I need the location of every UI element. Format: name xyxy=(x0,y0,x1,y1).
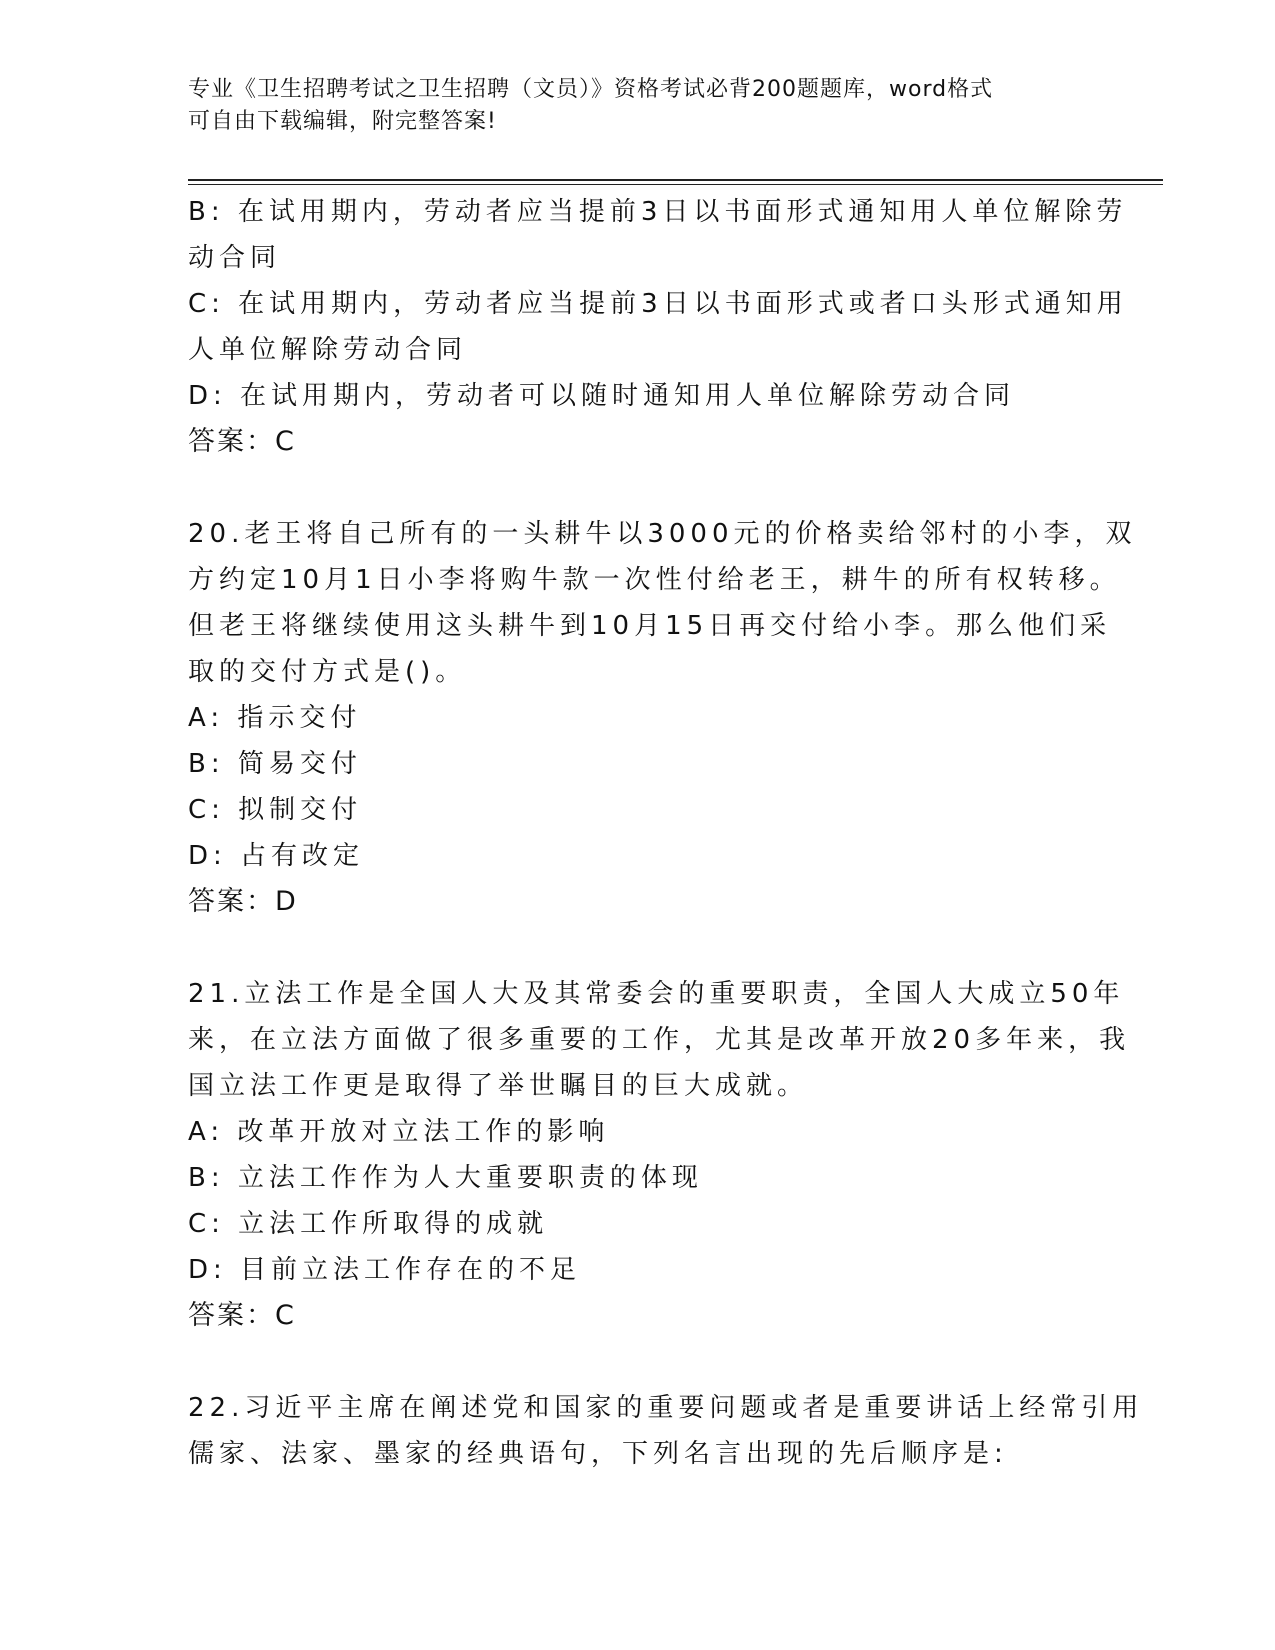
question-stem-line-1: 22.习近平主席在阐述党和国家的重要问题或者是重要讲话上经常引用 xyxy=(188,1393,1144,1423)
header-divider-thin xyxy=(188,184,1163,185)
spacer xyxy=(188,465,1078,511)
question-stem-line-1: 20.老王将自己所有的一头耕牛以3000元的价格卖给邻村的小李，双 xyxy=(188,519,1137,549)
option-b-line-2: 动合同 xyxy=(188,243,282,273)
document-header xyxy=(188,74,1088,138)
question-stem-line-3: 但老王将继续使用这头耕牛到10月15日再交付给小李。那么他们采 xyxy=(188,611,1112,641)
option-a: A: 改革开放对立法工作的影响 xyxy=(188,1117,610,1147)
option-c: C: 拟制交付 xyxy=(188,795,363,825)
header-title-line-1: 专业《卫生招聘考试之卫生招聘（文员）》资格考试必背200题题库，word格式 xyxy=(188,77,994,102)
header-title-line-2: 可自由下载编辑，附完整答案! xyxy=(188,109,497,134)
question-stem-line-1: 21.立法工作是全国人大及其常委会的重要职责，全国人大成立50年 xyxy=(188,979,1125,1009)
option-b: B: 立法工作作为人大重要职责的体现 xyxy=(188,1163,703,1193)
question-stem-line-4: 取的交付方式是()。 xyxy=(188,657,467,687)
question-stem-line-2: 儒家、法家、墨家的经典语句，下列名言出现的先后顺序是: xyxy=(188,1439,1008,1469)
question-20 xyxy=(188,511,1137,925)
option-b-line-1: B: 在试用期内，劳动者应当提前3日以书面形式通知用人单位解除劳 xyxy=(188,197,1128,227)
option-d: D: 占有改定 xyxy=(188,841,365,871)
spacer xyxy=(188,925,1078,971)
option-d: D: 目前立法工作存在的不足 xyxy=(188,1255,582,1285)
question-stem-line-2: 方约定10月1日小李将购牛款一次性付给老王，耕牛的所有权转移。 xyxy=(188,565,1121,595)
answer-line: 答案：C xyxy=(188,1300,296,1331)
question-stem-line-3: 国立法工作更是取得了举世瞩目的巨大成就。 xyxy=(188,1071,809,1101)
spacer xyxy=(188,1339,1078,1385)
answer-line: 答案：D xyxy=(188,886,298,917)
option-a: A: 指示交付 xyxy=(188,703,362,733)
option-c-line-2: 人单位解除劳动合同 xyxy=(188,335,468,365)
option-b: B: 简易交付 xyxy=(188,749,362,779)
question-19-fragment xyxy=(188,189,1128,465)
header-divider-thick xyxy=(188,179,1163,181)
question-22 xyxy=(188,1385,1144,1477)
option-c: C: 立法工作所取得的成就 xyxy=(188,1209,549,1239)
option-c-line-1: C: 在试用期内，劳动者应当提前3日以书面形式或者口头形式通知用 xyxy=(188,289,1128,319)
document-body xyxy=(188,189,1144,1477)
option-d: D: 在试用期内，劳动者可以随时通知用人单位解除劳动合同 xyxy=(188,381,1016,411)
question-21 xyxy=(188,971,1131,1339)
answer-line: 答案：C xyxy=(188,426,296,457)
question-stem-line-2: 来，在立法方面做了很多重要的工作，尤其是改革开放20多年来，我 xyxy=(188,1025,1131,1055)
